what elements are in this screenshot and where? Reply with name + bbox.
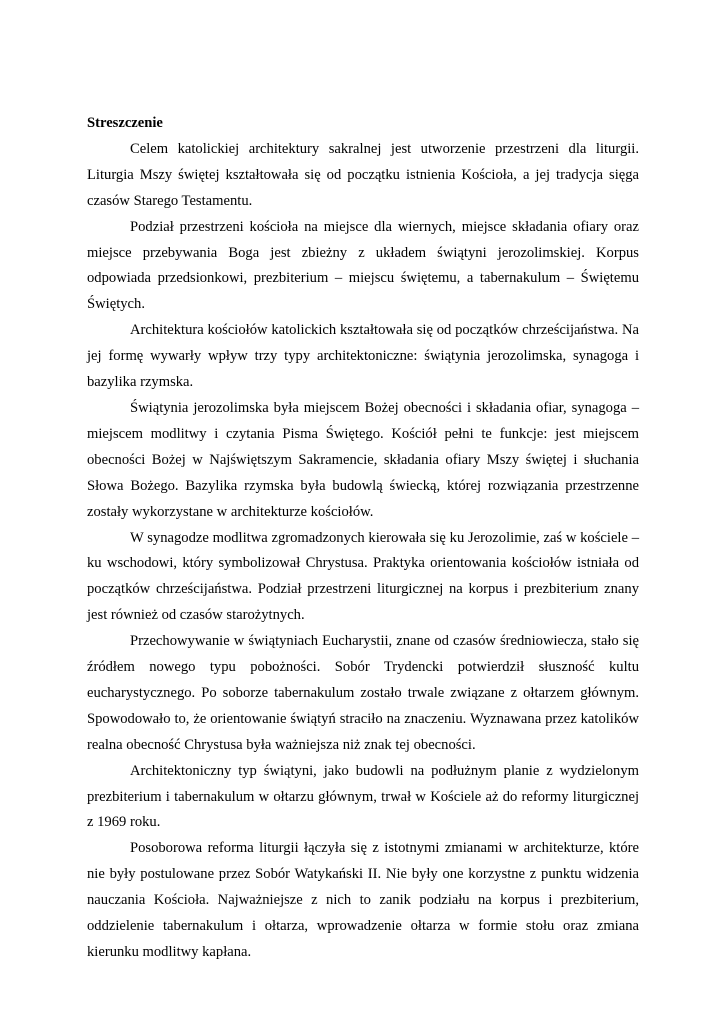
paragraph-8: Posoborowa reforma liturgii łączyła się z istotnymi zmianami w architekturze, które nie były postulowane przez Sobór Watykański II. Nie były one korzystne z punktu widzenia nauczania Kościoła. Najważniejsze z nich to zanik podziału na korpus i prezbiterium, oddzielenie tabernakulum i ołtarza, wprowadzenie ołtarza w formie stołu oraz zmiana kierunku modlitwy kapłana. (87, 840, 639, 960)
paragraph-7: Architektoniczny typ świątyni, jako budowli na podłużnym planie z wydzielonym prezbiterium i tabernakulum w ołtarzu głównym, trwał w Kościele aż do reformy liturgicznej z 1969 roku. (87, 762, 639, 831)
paragraph-1: Celem katolickiej architektury sakralnej jest utworzenie przestrzeni dla liturgii. Liturgia Mszy świętej kształtowała się od początku istnienia Kościoła, a jej tradycja sięga czasów Starego Testamentu. (87, 140, 639, 209)
paragraph-2: Podział przestrzeni kościoła na miejsce dla wiernych, miejsce składania ofiary oraz miejsce przebywania Boga jest zbieżny z układem świątyni jerozolimskiej. Korpus odpowiada przedsionkowi, prezbiterium – miejscu świętemu, a tabernakulum – Świętemu Świętych. (87, 218, 639, 313)
section-heading: Streszczenie (87, 115, 163, 131)
paragraph-5: W synagodze modlitwa zgromadzonych kierowała się ku Jerozolimie, zaś w kościele – ku wschodowi, który symbolizował Chrystusa. Praktyka orientowania kościołów istniała od początków chrześcijaństwa. Podział przestrzeni liturgicznej na korpus i prezbiterium znany jest również od czasów starożytnych. (87, 529, 639, 624)
paragraph-4: Świątynia jerozolimska była miejscem Bożej obecności i składania ofiar, synagoga – miejscem modlitwy i czytania Pisma Świętego. Kościół pełni te funkcje: jest miejscem obecności Bożej w Najświętszym Sakramencie, składania ofiary Mszy świętej i słuchania Słowa Bożego. Bazylika rzymska była budowlą świecką, której rozwiązania przestrzenne zostały wykorzystane w architekturze kościołów. (87, 399, 639, 520)
paragraph-6: Przechowywanie w świątyniach Eucharystii, znane od czasów średniowiecza, stało się źródłem nowego typu pobożności. Sobór Trydencki potwierdził słuszność kultu eucharystycznego. Po soborze tabernakulum zostało trwale związane z ołtarzem głównym. Spowodowało to, że orientowanie świątyń straciło na znaczeniu. Wyznawana przez katolików realna obecność Chrystusa była ważniejsza niż znak tej obecności. (87, 633, 639, 753)
document-body (87, 111, 639, 966)
paragraph-3: Architektura kościołów katolickich kształtowała się od początków chrześcijaństwa. Na jej formę wywarły wpływ trzy typy architektoniczne: świątynia jerozolimska, synagoga i bazylika rzymska. (87, 322, 639, 391)
